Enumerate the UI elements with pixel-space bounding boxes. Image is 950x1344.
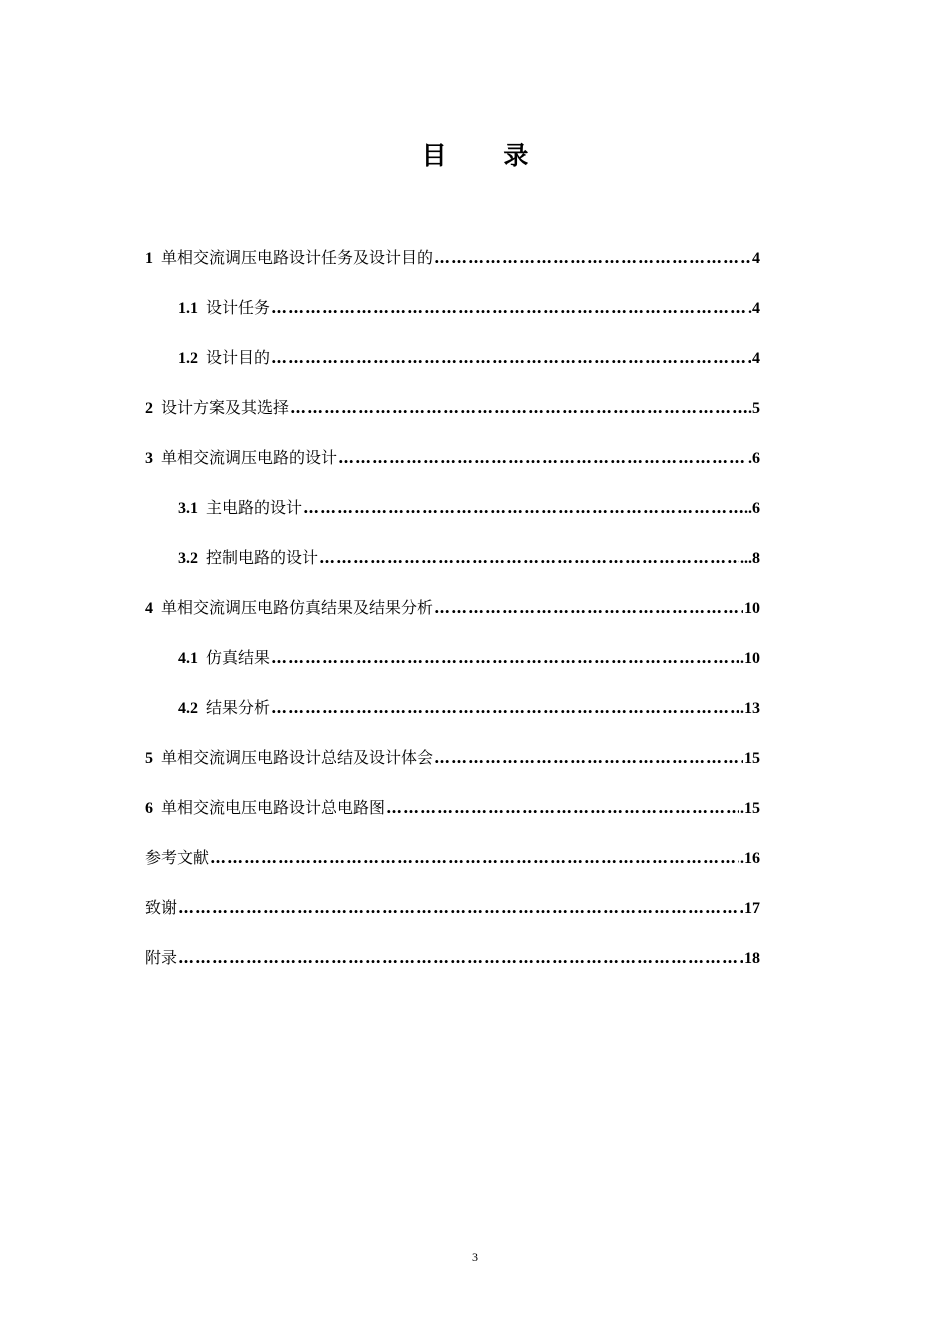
toc-entry-label: 结果分析 <box>206 698 271 717</box>
dot-leader <box>290 396 747 420</box>
toc-entry-5[interactable] <box>145 746 760 796</box>
toc-entry-label: 设计方案及其选择 <box>161 398 290 417</box>
toc-entry-acknowledgements[interactable] <box>145 896 760 946</box>
toc-entry-label: 控制电路的设计 <box>206 548 319 567</box>
toc-entry-label: 参考文献 <box>145 848 210 867</box>
page-title: 目 录 <box>421 141 553 170</box>
toc-entry-2[interactable] <box>145 396 760 446</box>
dot-leader <box>271 296 747 320</box>
toc-entry-label: 单相交流调压电路设计总结及设计体会 <box>161 748 434 767</box>
toc-entry-references[interactable] <box>145 846 760 896</box>
toc-entry-number: 3 <box>145 450 153 467</box>
dot-leader <box>434 246 751 270</box>
toc-entry-page: 15 <box>744 750 760 767</box>
toc-entry-number: 5 <box>145 750 153 767</box>
toc-entry-page: .13 <box>740 700 760 717</box>
page-number: 3 <box>472 1250 478 1264</box>
dot-leader <box>178 946 743 970</box>
toc-entry-number: 4.2 <box>178 700 198 717</box>
toc-entry-label: 单相交流调压电路仿真结果及结果分析 <box>161 598 434 617</box>
dot-leader <box>434 746 743 770</box>
toc-entry-3-2[interactable] <box>145 546 760 596</box>
toc-entry-number: 6 <box>145 800 153 817</box>
dot-leader <box>271 696 739 720</box>
dot-leader <box>271 646 739 670</box>
toc-entry-page: .15 <box>740 800 760 817</box>
toc-entry-number: 4 <box>145 600 153 617</box>
toc-entry-page: 4 <box>752 250 760 267</box>
toc-entry-label: 附录 <box>145 948 178 967</box>
toc-entry-label: 设计任务 <box>206 298 271 317</box>
toc-entry-4-1[interactable] <box>145 646 760 696</box>
toc-entry-4[interactable] <box>145 596 760 646</box>
toc-entry-number: 3.1 <box>178 500 198 517</box>
toc-entry-number: 1.1 <box>178 300 198 317</box>
toc-entry-label: 单相交流调压电路的设计 <box>161 448 338 467</box>
toc-entry-label: 致谢 <box>145 898 178 917</box>
dot-leader <box>271 346 751 370</box>
toc-entry-label: 仿真结果 <box>206 648 271 667</box>
toc-entry-page: ..6 <box>744 500 760 517</box>
dot-leader <box>210 846 739 870</box>
toc-entry-number: 2 <box>145 400 153 417</box>
toc-entry-page: .16 <box>740 850 760 867</box>
toc-entry-label: 设计目的 <box>206 348 271 367</box>
toc-entry-1-2[interactable] <box>145 346 760 396</box>
table-of-contents <box>145 246 760 996</box>
toc-entry-page: 17 <box>744 900 760 917</box>
toc-entry-page: .4 <box>748 300 760 317</box>
dot-leader <box>386 796 739 820</box>
toc-entry-3[interactable] <box>145 446 760 496</box>
toc-entry-6[interactable] <box>145 796 760 846</box>
toc-entry-number: 4.1 <box>178 650 198 667</box>
toc-entry-number: 3.2 <box>178 550 198 567</box>
toc-entry-4-2[interactable] <box>145 696 760 746</box>
toc-entry-page: .5 <box>748 400 760 417</box>
dot-leader <box>434 596 743 620</box>
toc-entry-label: 单相交流调压电路设计任务及设计目的 <box>161 248 434 267</box>
toc-entry-page: .6 <box>748 450 760 467</box>
toc-entry-3-1[interactable] <box>145 496 760 546</box>
toc-entry-page: .10 <box>740 650 760 667</box>
dot-leader <box>303 496 743 520</box>
dot-leader <box>338 446 747 470</box>
dot-leader <box>319 546 739 570</box>
toc-entry-number: 1.2 <box>178 350 198 367</box>
toc-entry-1[interactable] <box>145 246 760 296</box>
toc-entry-page: 4 <box>752 350 760 367</box>
dot-leader <box>178 896 743 920</box>
toc-entry-label: 主电路的设计 <box>206 498 303 517</box>
toc-entry-page: ...8 <box>740 550 760 567</box>
toc-entry-appendix[interactable] <box>145 946 760 996</box>
toc-entry-page: 10 <box>744 600 760 617</box>
toc-entry-1-1[interactable] <box>145 296 760 346</box>
toc-entry-page: 18 <box>744 950 760 967</box>
toc-entry-number: 1 <box>145 250 153 267</box>
toc-entry-label: 单相交流电压电路设计总电路图 <box>161 798 386 817</box>
